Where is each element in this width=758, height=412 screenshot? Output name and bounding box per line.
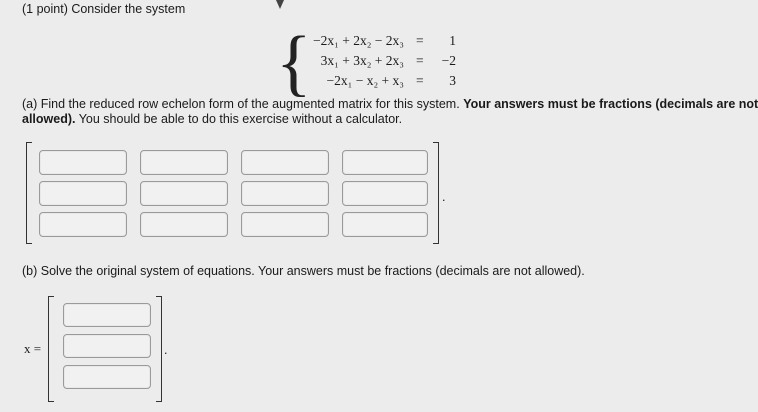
matrix-cell-r1-c4[interactable] (342, 150, 428, 175)
part-a-calculator-note: You should be able to do this exercise without a calculator. (78, 112, 403, 126)
part-b-instructions: (b) Solve the original system of equations. Your answers must be fractions (decimals are not allowed). (22, 264, 585, 278)
equation-3-lhs: −2x₁ − x₂ + x₃ (326, 73, 404, 88)
matrix-cell-r1-c2[interactable] (140, 150, 228, 175)
vector-right-bracket (156, 296, 162, 402)
matrix-cell-r3-c1[interactable] (39, 212, 127, 237)
matrix-cell-r3-c3[interactable] (241, 212, 329, 237)
vector-period: . (164, 343, 168, 357)
equation-2-rhs: −2 (441, 53, 456, 68)
matrix-cell-r3-c4[interactable] (342, 212, 428, 237)
solution-x1-input[interactable] (63, 303, 151, 327)
matrix-cell-r2-c3[interactable] (241, 181, 329, 206)
matrix-cell-r2-c1[interactable] (39, 181, 127, 206)
equation-3-rhs: 3 (449, 73, 456, 88)
problem-header: (1 point) Consider the system (22, 2, 186, 16)
equation-3-equals: = (416, 73, 424, 88)
equation-2-lhs: 3x₁ + 3x₂ + 2x₃ (320, 53, 404, 68)
solution-x2-input[interactable] (63, 334, 151, 358)
part-a-bold-note-end: allowed). (22, 112, 76, 126)
vector-left-bracket (48, 296, 54, 402)
matrix-cell-r3-c2[interactable] (140, 212, 228, 237)
matrix-period: . (442, 190, 446, 204)
part-a-instructions (22, 97, 758, 111)
matrix-left-bracket (26, 142, 32, 244)
matrix-cell-r1-c3[interactable] (241, 150, 329, 175)
mouse-cursor-icon (276, 0, 284, 9)
solution-x3-input[interactable] (63, 365, 151, 389)
x-vector-label: x = (24, 341, 42, 356)
matrix-cell-r2-c4[interactable] (342, 181, 428, 206)
equation-1-rhs: 1 (449, 33, 456, 48)
equation-1-lhs: −2x₁ + 2x₂ − 2x₃ (313, 33, 404, 48)
left-brace: { (276, 22, 312, 104)
part-a-text: (a) Find the reduced row echelon form of the augmented matrix for this system. (22, 97, 460, 111)
matrix-cell-r2-c2[interactable] (140, 181, 228, 206)
part-a-instructions-line2 (22, 112, 402, 126)
matrix-cell-r1-c1[interactable] (39, 150, 127, 175)
part-a-bold-note: Your answers must be fractions (decimals are not (463, 97, 758, 111)
equation-2-equals: = (416, 53, 424, 68)
matrix-right-bracket (433, 142, 439, 244)
equation-1-equals: = (416, 33, 424, 48)
